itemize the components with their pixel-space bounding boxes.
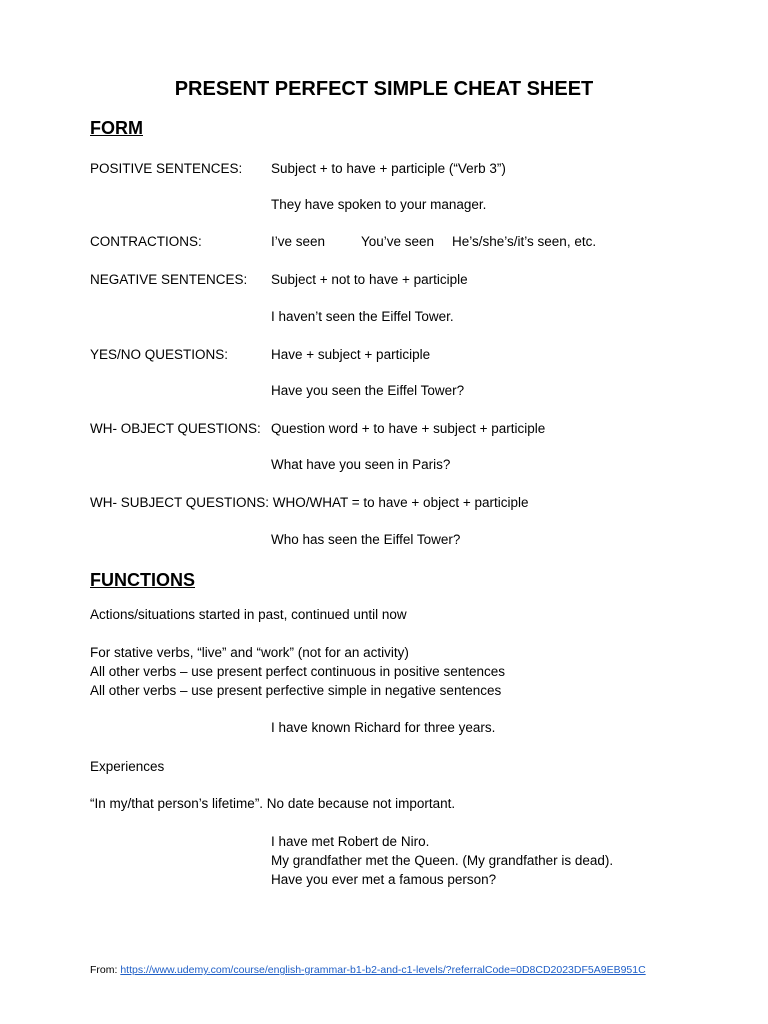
experience-example-2: My grandfather met the Queen. (My grandfather is dead). — [271, 853, 614, 868]
wh-object-example: What have you seen in Paris? — [271, 457, 451, 472]
positive-example: They have spoken to your manager. — [271, 197, 487, 212]
function-6: “In my/that person’s lifetime”. No date because not important. — [90, 796, 456, 811]
function-1-example: I have known Richard for three years. — [271, 720, 496, 735]
function-4: All other verbs – use present perfective simple in negative sentences — [90, 683, 502, 698]
function-3: All other verbs – use present perfect continuous in positive sentences — [90, 664, 505, 679]
positive-rule: Subject + to have + participle (“Verb 3”) — [271, 161, 506, 176]
yesno-label: YES/NO QUESTIONS: — [90, 347, 229, 362]
contractions-label: CONTRACTIONS: — [90, 234, 202, 249]
experience-example-3: Have you ever met a famous person? — [271, 872, 497, 887]
source-prefix: From: — [90, 964, 121, 976]
functions-heading: FUNCTIONS — [90, 570, 195, 590]
function-1: Actions/situations started in past, continued until now — [90, 607, 407, 622]
page-title: PRESENT PERFECT SIMPLE CHEAT SHEET — [174, 78, 594, 100]
contraction-3: He’s/she’s/it’s seen, etc. — [452, 234, 597, 249]
contraction-2: You’ve seen — [361, 234, 435, 249]
experience-example-1: I have met Robert de Niro. — [271, 834, 430, 849]
contraction-1: I’ve seen — [271, 234, 326, 249]
function-2: For stative verbs, “live” and “work” (not for an activity) — [90, 645, 409, 660]
yesno-example: Have you seen the Eiffel Tower? — [271, 383, 465, 398]
form-heading: FORM — [90, 118, 143, 138]
wh-object-label: WH- OBJECT QUESTIONS: — [90, 421, 261, 436]
function-5: Experiences — [90, 759, 165, 774]
negative-example: I haven’t seen the Eiffel Tower. — [271, 309, 454, 324]
negative-rule: Subject + not to have + participle — [271, 272, 468, 287]
yesno-rule: Have + subject + participle — [271, 347, 431, 362]
wh-subject-example: Who has seen the Eiffel Tower? — [271, 532, 461, 547]
negative-label: NEGATIVE SENTENCES: — [90, 272, 248, 287]
wh-object-rule: Question word + to have + subject + participle — [271, 421, 546, 436]
wh-subject-line: WH- SUBJECT QUESTIONS: WHO/WHAT = to have + object + participle — [90, 495, 529, 510]
positive-label: POSITIVE SENTENCES: — [90, 161, 243, 176]
source-link[interactable]: https://www.udemy.com/course/english-grammar-b1-b2-and-c1-levels/?referralCode=0D8CD2023DF5A9EB951C — [120, 964, 646, 976]
source-footer — [90, 964, 646, 976]
